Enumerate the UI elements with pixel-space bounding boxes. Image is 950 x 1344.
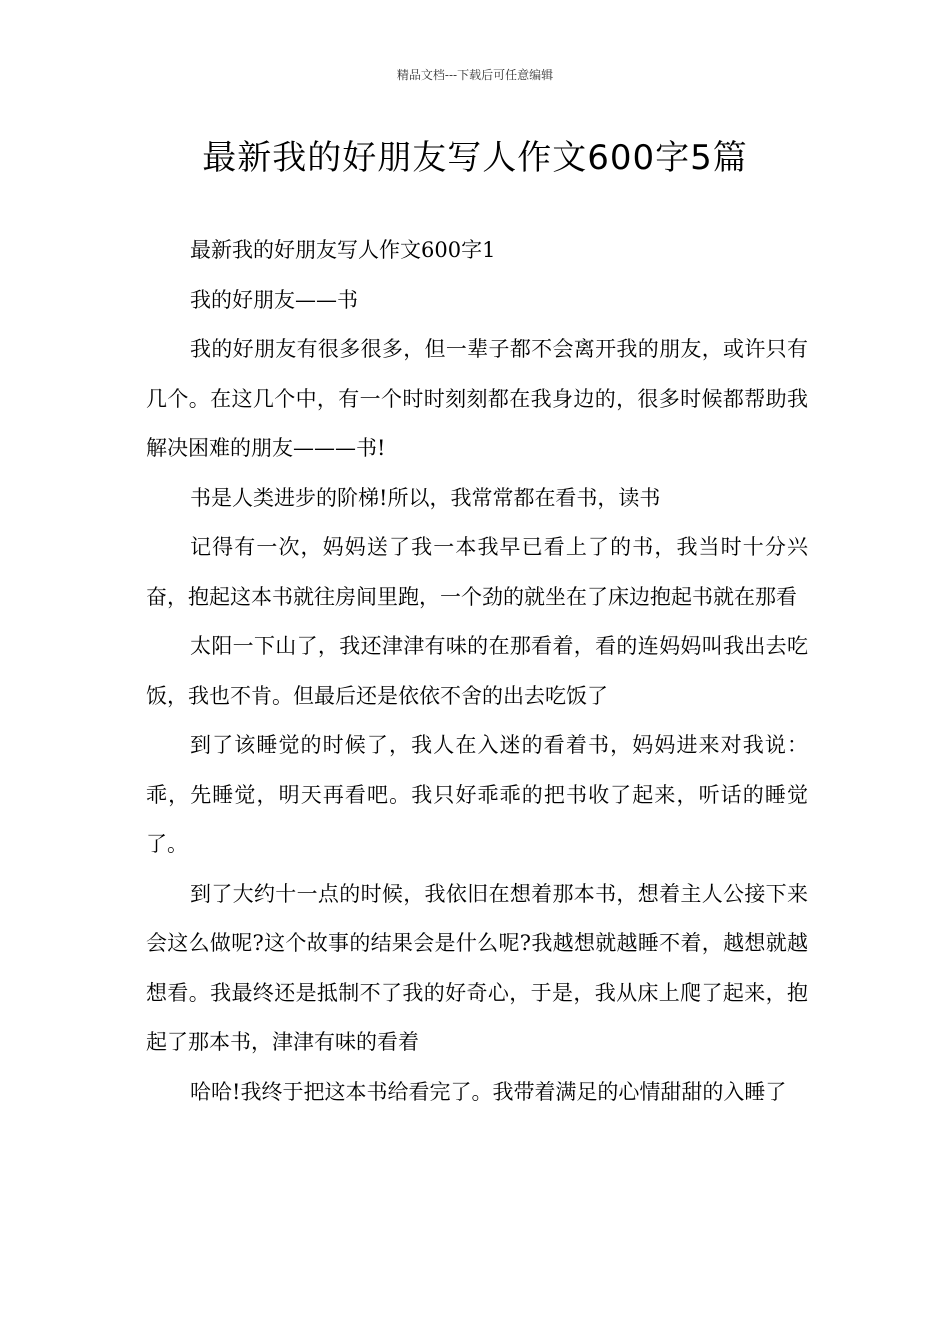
paragraph: 记得有一次，妈妈送了我一本我早已看上了的书，我当时十分兴奋，抱起这本书就往房间里跑，一个劲的就坐在了床边抱起书就在那看	[146, 535, 808, 609]
paragraph: 到了大约十一点的时候，我依旧在想着那本书，想着主人公接下来会这么做呢?这个故事的结果会是什么呢?我越想就越睡不着，越想就越想看。我最终还是抵制不了我的好奇心，于是，我从床上爬了起来，抱起了那本书，津津有味的看着	[146, 881, 808, 1054]
paragraph: 我的好朋友有很多很多，但一辈子都不会离开我的朋友，或许只有几个。在这几个中，有一个时时刻刻都在我身边的，很多时候都帮助我解决困难的朋友———书!	[146, 337, 808, 460]
paragraph: 到了该睡觉的时候了，我人在入迷的看着书，妈妈进来对我说：乖，先睡觉，明天再看吧。我只好乖乖的把书收了起来，听话的睡觉了。	[146, 733, 808, 856]
document-title: 最新我的好朋友写人作文600字5篇	[202, 138, 748, 178]
paragraph-heading: 我的好朋友——书	[190, 287, 358, 312]
paragraph: 书是人类进步的阶梯!所以，我常常都在看书，读书	[190, 485, 661, 510]
paragraph-subtitle: 最新我的好朋友写人作文600字1	[190, 238, 496, 262]
header-note: 精品文档---下载后可任意编辑	[396, 68, 554, 82]
document-body	[146, 226, 808, 1117]
paragraph: 哈哈!我终于把这本书给看完了。我带着满足的心情甜甜的入睡了	[190, 1079, 787, 1104]
paragraph: 太阳一下山了，我还津津有味的在那看着，看的连妈妈叫我出去吃饭，我也不肯。但最后还是依依不舍的出去吃饭了	[146, 634, 808, 708]
